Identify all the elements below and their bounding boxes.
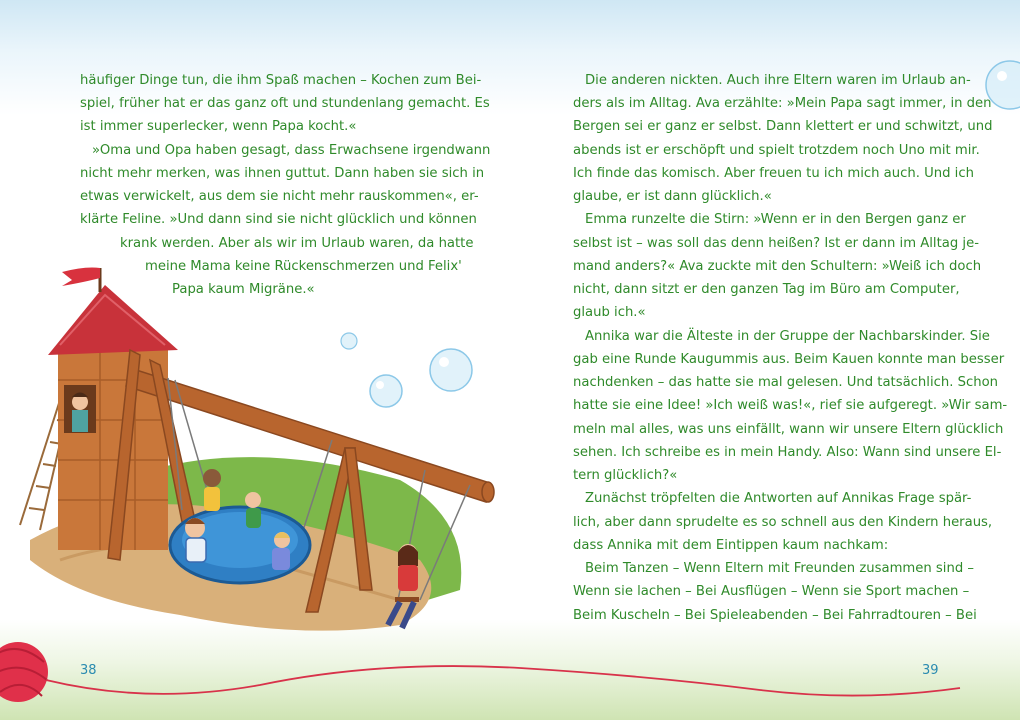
text-line: Bergen sei er ganz er selbst. Dann klettert er und schwitzt, und xyxy=(573,119,993,134)
text-line: Papa kaum Migräne.« xyxy=(172,282,315,297)
text-line: Ich finde das komisch. Aber freuen tu ich mich auch. Und ich xyxy=(573,166,974,181)
text-line: nachdenken – das hatte sie mal gelesen. Und tatsächlich. Schon xyxy=(573,375,999,390)
text-line: Beim Tanzen – Wenn Eltern mit Freunden zusammen sind – xyxy=(585,561,974,576)
text-line: lich, aber dann sprudelte es so schnell aus den Kindern heraus, xyxy=(573,515,993,530)
text-line: tern glücklich?« xyxy=(573,468,678,483)
text-line: Emma runzelte die Stirn: »Wenn er in den Bergen ganz er xyxy=(585,212,966,227)
text-line: sehen. Ich schreibe es in mein Handy. Also: Wann sind unsere El- xyxy=(573,445,1002,460)
text-line: klärte Feline. »Und dann sind sie nicht glücklich und können xyxy=(80,212,477,227)
text-line: nicht mehr merken, was ihnen guttut. Dann haben sie sich in xyxy=(80,166,485,181)
text-line: ders als im Alltag. Ava erzählte: »Mein Papa sagt immer, in den xyxy=(573,96,992,111)
yarn-thread xyxy=(46,666,960,695)
text-line: meln mal alles, was uns einfällt, wann wir unsere Eltern glücklich xyxy=(573,422,1004,437)
text-line: abends ist er erschöpft und spielt trotzdem noch Uno mit mir. xyxy=(573,143,980,158)
text-line: ist immer superlecker, wenn Papa kocht.« xyxy=(80,119,357,134)
yarn-ball xyxy=(0,642,48,702)
text-line: Zunächst tröpfelten die Antworten auf Annikas Frage spär- xyxy=(585,491,972,506)
text-line: krank werden. Aber als wir im Urlaub waren, da hatte xyxy=(120,236,474,251)
page-number-left: 38 xyxy=(80,663,97,678)
text-line: nicht, dann sitzt er den ganzen Tag im Büro am Computer, xyxy=(573,282,960,297)
text-line: dass Annika mit dem Eintippen kaum nachkam: xyxy=(573,538,889,553)
text-line: meine Mama keine Rückenschmerzen und Felix' xyxy=(145,259,462,274)
text-line: selbst ist – was soll das denn heißen? Ist er dann im Alltag je- xyxy=(573,236,979,251)
text-line: glaub ich.« xyxy=(573,305,646,320)
text-line: glaube, er ist dann glücklich.« xyxy=(573,189,772,204)
text-line: Annika war die Älteste in der Gruppe der Nachbarskinder. Sie xyxy=(585,329,990,344)
text-line: mand anders?« Ava zuckte mit den Schultern: »Weiß ich doch xyxy=(573,259,982,274)
text-line: Wenn sie lachen – Bei Ausflügen – Wenn sie Sport machen – xyxy=(573,584,970,599)
text-line: gab eine Runde Kaugummis aus. Beim Kauen konnte man besser xyxy=(573,352,1005,367)
flag xyxy=(62,268,100,287)
text-line: etwas verwickelt, aus dem sie nicht mehr rauskommen«, er- xyxy=(80,189,479,204)
page-number-right: 39 xyxy=(922,663,939,678)
text-line: häufiger Dinge tun, die ihm Spaß machen – Kochen zum Bei- xyxy=(80,73,482,88)
text-line: Beim Kuscheln – Bei Spieleabenden – Bei Fahrradtouren – Bei xyxy=(573,608,977,623)
text-line: Die anderen nickten. Auch ihre Eltern waren im Urlaub an- xyxy=(585,73,971,88)
text-line: hatte sie eine Idee! »Ich weiß was!«, rief sie aufgeregt. »Wir sam- xyxy=(573,398,1008,413)
text-line: spiel, früher hat er das ganz oft und stundenlang gemacht. Es xyxy=(80,96,490,111)
text-line: »Oma und Opa haben gesagt, dass Erwachsene irgendwann xyxy=(92,143,491,158)
tower-roof xyxy=(48,285,178,355)
